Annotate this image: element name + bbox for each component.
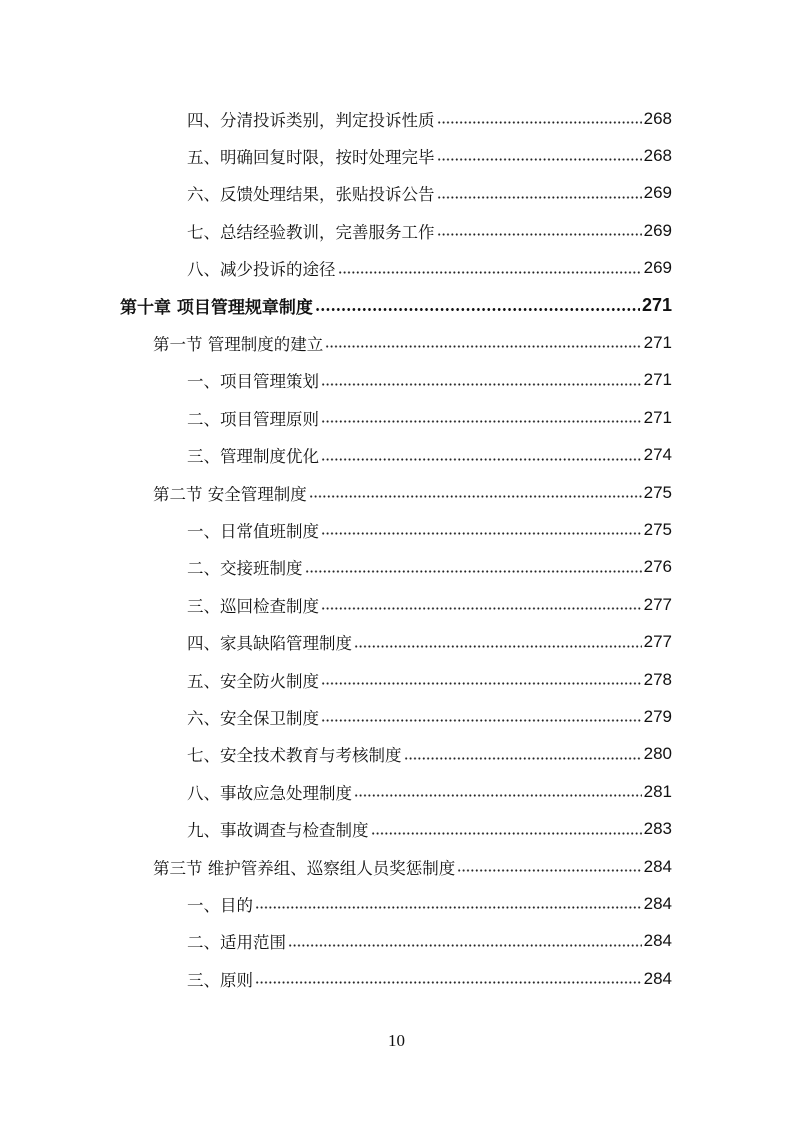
dot-leader (354, 645, 642, 648)
toc-entry-page: 280 (643, 744, 672, 764)
dot-leader (338, 271, 642, 274)
dot-leader (321, 607, 642, 610)
dot-leader (321, 532, 642, 535)
dot-leader (325, 345, 641, 348)
toc-entry-page: 275 (643, 519, 672, 539)
toc-entry-page: 283 (643, 819, 672, 839)
toc-entry[interactable] (187, 137, 672, 174)
dot-leader (255, 906, 642, 909)
dot-leader (354, 794, 642, 797)
toc-entry-label: 七、总结经验教训，完善服务工作 (187, 222, 435, 242)
toc-entry-label: 四、分清投诉类别，判定投诉性质 (187, 110, 435, 130)
toc-entry[interactable] (187, 661, 672, 698)
toc-entry-page: 269 (643, 183, 672, 203)
toc-entry-page: 274 (643, 445, 672, 465)
toc-entry[interactable] (187, 811, 672, 848)
toc-entry-page: 284 (643, 893, 672, 913)
toc-entry-page: 277 (643, 594, 672, 614)
toc-entry-page: 284 (643, 856, 672, 876)
toc-entry-label: 第十章 项目管理规章制度 (120, 298, 313, 318)
dot-leader (288, 944, 642, 947)
toc-entry[interactable] (187, 362, 672, 399)
toc-entry-page: 277 (643, 632, 672, 652)
dot-leader (437, 233, 642, 236)
toc-entry-page: 276 (643, 557, 672, 577)
toc-entry[interactable] (153, 474, 672, 511)
toc-entry-label: 四、家具缺陷管理制度 (187, 634, 352, 654)
dot-leader (371, 832, 642, 835)
toc-entry[interactable] (187, 885, 672, 922)
toc-entry[interactable] (187, 960, 672, 997)
toc-entry-label: 第一节 管理制度的建立 (153, 334, 324, 354)
page-number: 10 (388, 1031, 405, 1050)
toc-entry-label: 一、目的 (187, 895, 253, 915)
toc-entry-label: 五、明确回复时限，按时处理完毕 (187, 147, 435, 167)
toc-entry-page: 269 (643, 220, 672, 240)
toc-entry-label: 三、原则 (187, 970, 253, 990)
dot-leader (437, 158, 642, 161)
toc-entry-page: 275 (643, 482, 672, 502)
toc-entry-label: 二、适用范围 (187, 933, 286, 953)
dot-leader (305, 570, 642, 573)
toc-entry-page: 268 (643, 145, 672, 165)
toc-entry-label: 七、安全技术教育与考核制度 (187, 746, 402, 766)
toc-entry[interactable] (120, 287, 672, 324)
dot-leader (309, 495, 642, 498)
toc-entry[interactable] (187, 736, 672, 773)
toc-entry[interactable] (187, 624, 672, 661)
dot-leader (321, 458, 642, 461)
dot-leader (321, 383, 642, 386)
toc-entry[interactable] (187, 698, 672, 735)
toc-entry-label: 一、项目管理策划 (187, 372, 319, 392)
toc-entry-page: 268 (643, 108, 672, 128)
dot-leader (315, 308, 640, 311)
toc-entry-page: 278 (643, 669, 672, 689)
toc-entry-label: 八、减少投诉的途径 (187, 260, 336, 280)
toc-entry[interactable] (187, 175, 672, 212)
dot-leader (404, 757, 642, 760)
toc-entry[interactable] (187, 437, 672, 474)
toc-entry[interactable] (187, 511, 672, 548)
toc-entry-page: 271 (643, 407, 672, 427)
dot-leader (321, 719, 642, 722)
toc-entry-label: 五、安全防火制度 (187, 671, 319, 691)
toc-entry[interactable] (153, 848, 672, 885)
toc-entry-page: 284 (643, 968, 672, 988)
toc-entry-page: 279 (643, 706, 672, 726)
toc-entry-label: 二、交接班制度 (187, 559, 303, 579)
toc-entry[interactable] (187, 923, 672, 960)
dot-leader (255, 981, 642, 984)
dot-leader (437, 196, 642, 199)
dot-leader (437, 121, 642, 124)
toc-entry-label: 第三节 维护管养组、巡察组人员奖惩制度 (153, 858, 456, 878)
toc-entry[interactable] (187, 773, 672, 810)
toc-entry-page: 271 (641, 295, 672, 315)
toc-entry-label: 八、事故应急处理制度 (187, 783, 352, 803)
toc-entry-label: 二、项目管理原则 (187, 409, 319, 429)
toc-entry[interactable] (187, 399, 672, 436)
toc-entry-label: 第二节 安全管理制度 (153, 484, 307, 504)
toc-entry-label: 三、巡回检查制度 (187, 596, 319, 616)
dot-leader (321, 420, 642, 423)
dot-leader (321, 682, 642, 685)
toc-entry-label: 六、安全保卫制度 (187, 708, 319, 728)
toc-entry-label: 三、管理制度优化 (187, 447, 319, 467)
toc-entry-page: 271 (643, 370, 672, 390)
toc-entry-page: 269 (643, 258, 672, 278)
toc-entry[interactable] (187, 212, 672, 249)
toc-entry[interactable] (187, 549, 672, 586)
toc-entry-page: 271 (643, 332, 672, 352)
toc-entry-page: 281 (643, 781, 672, 801)
toc-entry[interactable] (187, 100, 672, 137)
toc-entry[interactable] (153, 324, 672, 361)
dot-leader (457, 869, 641, 872)
toc-entry[interactable] (187, 250, 672, 287)
toc-entry-label: 六、反馈处理结果，张贴投诉公告 (187, 185, 435, 205)
toc-entry-label: 一、日常值班制度 (187, 521, 319, 541)
toc-entry-label: 九、事故调查与检查制度 (187, 821, 369, 841)
toc-entry[interactable] (187, 586, 672, 623)
toc-entry-page: 284 (643, 931, 672, 951)
